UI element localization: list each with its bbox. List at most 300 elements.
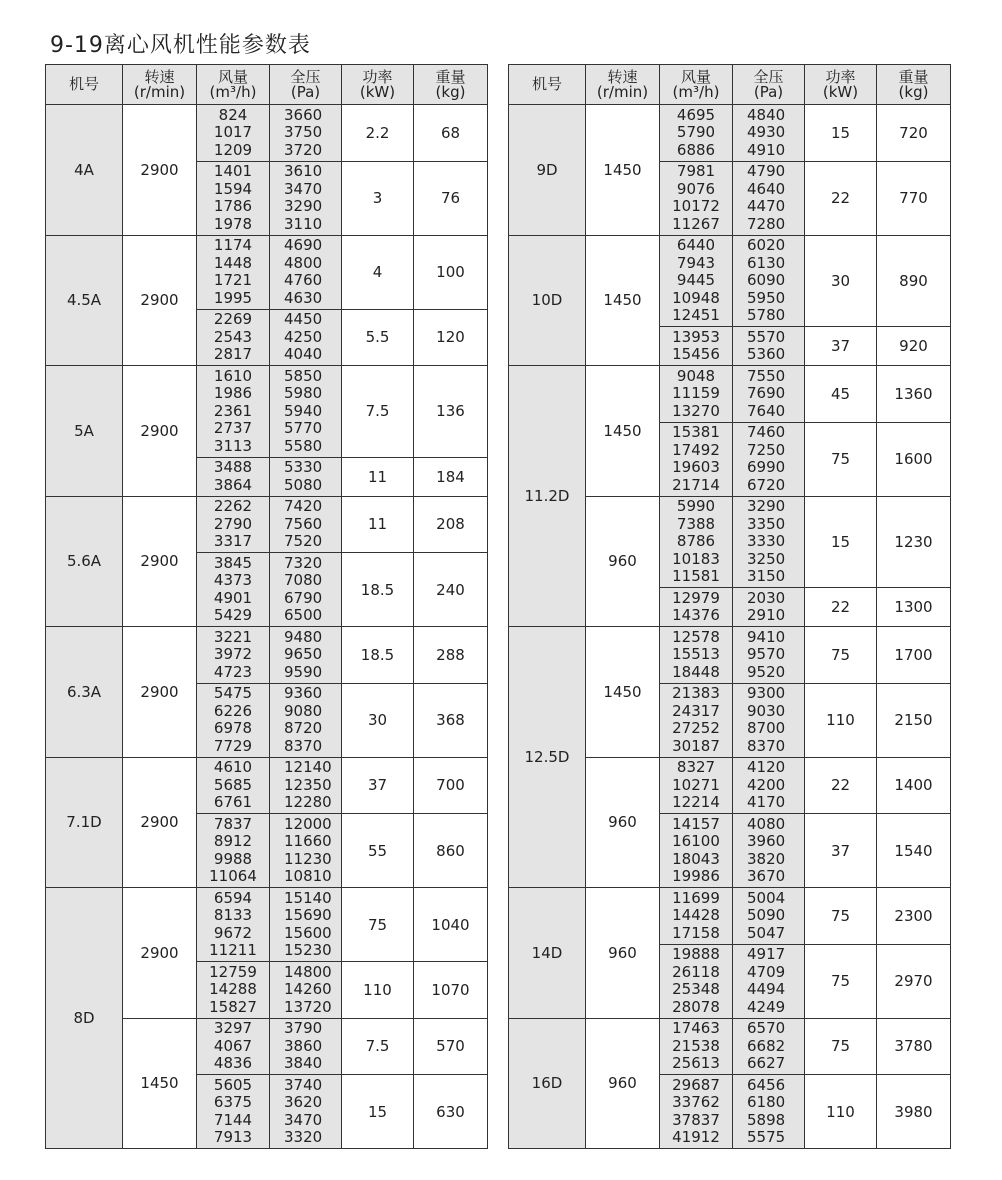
pressure-value: 4120 <box>747 758 786 776</box>
airflow-value: 13270 <box>672 401 720 420</box>
pressure-value: 15600 <box>284 923 332 942</box>
airflow-cell <box>197 496 270 553</box>
airflow-cell <box>660 327 733 366</box>
pressure-value: 7560 <box>284 514 323 533</box>
airflow-cell <box>197 309 270 366</box>
header-cell <box>586 65 660 105</box>
weight-cell: 890 <box>877 235 951 327</box>
pressure-cell <box>270 161 342 235</box>
pressure-value: 15690 <box>284 906 332 924</box>
airflow-value: 2737 <box>213 419 253 437</box>
airflow-value: 14428 <box>672 906 720 924</box>
table-row <box>509 888 951 945</box>
airflow-cell <box>660 888 733 945</box>
speed-cell: 2900 <box>123 627 197 758</box>
airflow-value: 4067 <box>213 1036 253 1055</box>
pressure-value: 7550 <box>747 366 786 385</box>
header-unit: (kW) <box>822 82 859 101</box>
pressure-value: 4249 <box>747 997 786 1016</box>
weight-cell: 76 <box>414 161 488 235</box>
speed-cell: 1450 <box>586 627 660 758</box>
speed-cell: 960 <box>586 496 660 627</box>
pressure-value: 5940 <box>284 401 323 420</box>
pressure-cell <box>733 161 805 235</box>
airflow-value: 18043 <box>672 849 720 868</box>
header-cell <box>877 65 951 105</box>
pressure-value: 3840 <box>284 1054 323 1072</box>
airflow-value: 3113 <box>213 436 253 455</box>
pressure-value: 3860 <box>284 1036 323 1055</box>
pressure-value: 3150 <box>747 567 786 585</box>
power-cell: 15 <box>342 1075 414 1149</box>
pressure-value: 7520 <box>284 532 323 550</box>
airflow-cell <box>660 944 733 1018</box>
power-cell: 18.5 <box>342 553 414 627</box>
table-row <box>46 888 488 962</box>
airflow-value: 12451 <box>672 306 720 324</box>
pressure-value: 7420 <box>284 497 323 515</box>
airflow-value: 14288 <box>209 980 257 998</box>
airflow-value: 4695 <box>676 105 716 124</box>
airflow-cell <box>660 496 733 588</box>
weight-cell: 3780 <box>877 1018 951 1075</box>
airflow-value: 6594 <box>213 888 253 907</box>
pressure-value: 3290 <box>284 197 323 215</box>
airflow-value: 11211 <box>209 941 257 959</box>
pressure-cell <box>733 588 805 627</box>
header-name: 机号 <box>531 75 562 93</box>
pressure-value: 8370 <box>284 736 323 755</box>
airflow-value: 3488 <box>213 458 253 476</box>
airflow-value: 7388 <box>676 514 716 533</box>
airflow-value: 4836 <box>213 1054 253 1072</box>
airflow-cell <box>197 161 270 235</box>
pressure-value: 3750 <box>284 123 323 141</box>
pressure-value: 3110 <box>284 214 323 233</box>
airflow-value: 13953 <box>672 327 720 346</box>
header-cell <box>733 65 805 105</box>
pressure-value: 3660 <box>284 105 323 124</box>
airflow-value: 7981 <box>676 162 716 180</box>
pressure-value: 6500 <box>284 606 323 624</box>
airflow-value: 5990 <box>676 497 716 515</box>
airflow-value: 6978 <box>213 719 253 737</box>
header-cell <box>123 65 197 105</box>
pressure-cell <box>733 944 805 1018</box>
pressure-value: 5580 <box>284 436 323 455</box>
airflow-cell <box>197 235 270 309</box>
airflow-value: 29687 <box>672 1075 720 1094</box>
power-cell: 75 <box>805 1018 877 1075</box>
pressure-value: 3250 <box>747 549 786 568</box>
power-cell: 37 <box>805 327 877 366</box>
airflow-value: 5429 <box>213 606 253 624</box>
airflow-value: 7144 <box>213 1110 253 1129</box>
pressure-value: 4930 <box>747 123 786 141</box>
airflow-cell <box>660 683 733 757</box>
power-cell: 110 <box>342 962 414 1019</box>
airflow-value: 8133 <box>213 906 253 924</box>
pressure-value: 4450 <box>284 310 323 328</box>
airflow-value: 9076 <box>676 179 716 198</box>
weight-cell: 3980 <box>877 1075 951 1149</box>
pressure-value: 7280 <box>747 214 786 233</box>
airflow-value: 14157 <box>672 814 720 833</box>
pressure-value: 4640 <box>747 179 786 198</box>
airflow-value: 3972 <box>213 645 253 663</box>
pressure-cell <box>270 1018 342 1075</box>
airflow-value: 4610 <box>213 758 253 776</box>
pressure-value: 5360 <box>747 345 786 363</box>
header-name: 风量 <box>680 67 711 86</box>
airflow-value: 1401 <box>213 162 253 180</box>
airflow-value: 15381 <box>672 423 720 441</box>
pressure-value: 5980 <box>284 384 323 402</box>
airflow-value: 1721 <box>213 271 253 289</box>
airflow-value: 1594 <box>213 179 253 198</box>
weight-cell: 2300 <box>877 888 951 945</box>
power-cell: 7.5 <box>342 1018 414 1075</box>
header-name: 全压 <box>290 67 321 86</box>
pressure-value: 5898 <box>747 1110 786 1129</box>
pressure-cell <box>270 457 342 496</box>
pressure-value: 8720 <box>284 719 323 737</box>
pressure-value: 9480 <box>284 627 323 646</box>
pressure-cell <box>270 105 342 162</box>
power-cell: 75 <box>805 627 877 684</box>
power-cell: 22 <box>805 161 877 235</box>
weight-cell: 860 <box>414 814 488 888</box>
airflow-cell <box>660 1075 733 1149</box>
airflow-cell <box>660 814 733 888</box>
airflow-cell <box>660 105 733 162</box>
pressure-value: 6180 <box>747 1093 786 1111</box>
weight-cell: 2150 <box>877 683 951 757</box>
pressure-value: 9590 <box>284 662 323 681</box>
airflow-value: 10948 <box>672 288 720 307</box>
power-cell: 7.5 <box>342 366 414 458</box>
airflow-value: 1448 <box>213 253 253 272</box>
weight-cell: 570 <box>414 1018 488 1075</box>
table-row <box>509 627 951 684</box>
power-cell: 11 <box>342 457 414 496</box>
pressure-value: 6090 <box>747 271 786 289</box>
airflow-value: 9048 <box>676 366 716 385</box>
airflow-cell <box>197 888 270 962</box>
power-cell: 30 <box>805 235 877 327</box>
airflow-value: 2790 <box>213 514 253 533</box>
pressure-value: 14800 <box>284 962 332 981</box>
pressure-value: 3470 <box>284 1110 323 1129</box>
weight-cell: 630 <box>414 1075 488 1149</box>
pressure-value: 9300 <box>747 684 786 702</box>
pressure-value: 4760 <box>284 271 323 289</box>
airflow-value: 2269 <box>213 310 253 328</box>
power-cell: 5.5 <box>342 309 414 366</box>
airflow-value: 19888 <box>672 945 720 963</box>
table-row <box>46 627 488 684</box>
table-row <box>46 235 488 309</box>
header-name: 转速 <box>607 67 638 86</box>
model-cell: 4.5A <box>46 235 123 366</box>
airflow-value: 15827 <box>209 997 257 1016</box>
pressure-value: 7460 <box>747 423 786 441</box>
speed-cell: 1450 <box>586 235 660 366</box>
airflow-value: 1978 <box>213 214 253 233</box>
pressure-value: 3670 <box>747 867 786 885</box>
model-cell: 6.3A <box>46 627 123 758</box>
model-cell: 7.1D <box>46 757 123 888</box>
airflow-value: 4901 <box>213 588 253 607</box>
pressure-value: 3320 <box>284 1128 323 1146</box>
airflow-value: 3221 <box>213 627 253 646</box>
pressure-value: 6570 <box>747 1019 786 1037</box>
header-cell <box>197 65 270 105</box>
pressure-value: 5004 <box>747 888 786 907</box>
airflow-value: 6440 <box>676 236 716 254</box>
airflow-value: 12979 <box>672 588 720 607</box>
speed-cell: 2900 <box>123 757 197 888</box>
power-cell: 37 <box>342 757 414 814</box>
weight-cell: 184 <box>414 457 488 496</box>
power-cell: 18.5 <box>342 627 414 684</box>
header-name: 机号 <box>68 75 99 93</box>
power-cell: 37 <box>805 814 877 888</box>
model-cell: 11.2D <box>509 366 586 627</box>
header-name: 重量 <box>898 67 929 86</box>
pressure-value: 12350 <box>284 775 332 794</box>
airflow-value: 3297 <box>213 1019 253 1037</box>
table-row <box>509 235 951 327</box>
weight-cell: 770 <box>877 161 951 235</box>
airflow-value: 8912 <box>213 832 253 850</box>
airflow-cell <box>197 457 270 496</box>
pressure-value: 3620 <box>284 1093 323 1111</box>
pressure-value: 3790 <box>284 1019 323 1037</box>
airflow-cell <box>660 366 733 423</box>
header-unit: (Pa) <box>290 82 321 101</box>
pressure-value: 4494 <box>747 980 786 998</box>
pressure-value: 6682 <box>747 1036 786 1055</box>
airflow-value: 19603 <box>672 458 720 476</box>
airflow-value: 14376 <box>672 606 720 624</box>
airflow-value: 3864 <box>213 475 253 494</box>
pressure-cell <box>270 553 342 627</box>
airflow-value: 1986 <box>213 384 253 402</box>
weight-cell: 1360 <box>877 366 951 423</box>
airflow-value: 2817 <box>213 345 253 363</box>
pressure-cell <box>270 366 342 458</box>
pressure-value: 9650 <box>284 645 323 663</box>
airflow-value: 30187 <box>672 736 720 755</box>
airflow-value: 17463 <box>672 1019 720 1037</box>
power-cell: 45 <box>805 366 877 423</box>
spec-table-left <box>45 64 488 1149</box>
weight-cell: 368 <box>414 683 488 757</box>
airflow-value: 3845 <box>213 553 253 572</box>
pressure-value: 9030 <box>747 701 786 720</box>
airflow-value: 1610 <box>213 366 253 385</box>
pressure-value: 9520 <box>747 662 786 681</box>
airflow-value: 15456 <box>672 345 720 363</box>
power-cell: 75 <box>805 422 877 496</box>
airflow-cell <box>660 1018 733 1075</box>
pressure-cell <box>270 235 342 309</box>
header-cell <box>660 65 733 105</box>
pressure-value: 6790 <box>284 588 323 607</box>
pressure-cell <box>270 962 342 1019</box>
pressure-value: 4200 <box>747 775 786 794</box>
model-cell: 8D <box>46 888 123 1149</box>
pressure-value: 5090 <box>747 906 786 924</box>
pressure-cell <box>270 757 342 814</box>
header-cell <box>342 65 414 105</box>
header-unit: (r/min) <box>133 82 186 101</box>
weight-cell: 1400 <box>877 757 951 814</box>
power-cell: 22 <box>805 588 877 627</box>
weight-cell: 1230 <box>877 496 951 588</box>
airflow-value: 3317 <box>213 532 253 550</box>
pressure-value: 3720 <box>284 140 323 159</box>
weight-cell: 2970 <box>877 944 951 1018</box>
weight-cell: 1040 <box>414 888 488 962</box>
pressure-value: 5770 <box>284 419 323 437</box>
weight-cell: 700 <box>414 757 488 814</box>
power-cell: 30 <box>342 683 414 757</box>
pressure-cell <box>733 422 805 496</box>
pressure-value: 9570 <box>747 645 786 663</box>
header-cell <box>414 65 488 105</box>
weight-cell: 136 <box>414 366 488 458</box>
pressure-value: 2910 <box>747 606 786 624</box>
pressure-value: 4917 <box>747 945 786 963</box>
header-cell <box>509 65 586 105</box>
airflow-value: 2543 <box>213 327 253 346</box>
weight-cell: 288 <box>414 627 488 684</box>
airflow-value: 24317 <box>672 701 720 720</box>
weight-cell: 100 <box>414 235 488 309</box>
airflow-cell <box>660 757 733 814</box>
airflow-value: 41912 <box>672 1128 720 1146</box>
pressure-cell <box>733 366 805 423</box>
pressure-value: 4800 <box>284 253 323 272</box>
pressure-value: 6456 <box>747 1075 786 1094</box>
model-cell: 5A <box>46 366 123 497</box>
header-name: 功率 <box>362 67 393 86</box>
power-cell: 75 <box>805 888 877 945</box>
page-title: 9-19离心风机性能参数表 <box>50 33 311 58</box>
pressure-value: 3740 <box>284 1075 323 1094</box>
airflow-value: 5475 <box>213 684 253 702</box>
airflow-value: 25613 <box>672 1054 720 1072</box>
pressure-cell <box>733 327 805 366</box>
header-name: 全压 <box>753 67 784 86</box>
airflow-cell <box>660 588 733 627</box>
pressure-value: 9410 <box>747 627 786 646</box>
header-name: 转速 <box>144 67 175 86</box>
pressure-cell <box>733 888 805 945</box>
airflow-value: 12578 <box>672 627 720 646</box>
pressure-cell <box>270 627 342 684</box>
pressure-value: 7320 <box>284 553 323 572</box>
airflow-cell <box>660 235 733 327</box>
airflow-cell <box>660 422 733 496</box>
airflow-value: 10172 <box>672 197 720 215</box>
airflow-cell <box>197 553 270 627</box>
airflow-value: 17492 <box>672 440 720 459</box>
weight-cell: 1700 <box>877 627 951 684</box>
pressure-cell <box>733 683 805 757</box>
pressure-cell <box>733 627 805 684</box>
pressure-value: 3960 <box>747 832 786 850</box>
speed-cell: 1450 <box>586 366 660 497</box>
pressure-value: 4470 <box>747 197 786 215</box>
airflow-value: 1174 <box>213 236 253 254</box>
speed-cell: 960 <box>586 888 660 1019</box>
power-cell: 75 <box>805 944 877 1018</box>
airflow-value: 6886 <box>676 140 716 159</box>
pressure-value: 5850 <box>284 366 323 385</box>
airflow-value: 18448 <box>672 662 720 681</box>
pressure-value: 11230 <box>284 849 332 868</box>
airflow-cell <box>197 962 270 1019</box>
airflow-value: 4373 <box>213 571 253 589</box>
header-row <box>509 65 951 105</box>
pressure-cell <box>733 235 805 327</box>
airflow-cell <box>197 683 270 757</box>
airflow-value: 25348 <box>672 980 720 998</box>
pressure-cell <box>733 1075 805 1149</box>
pressure-value: 4709 <box>747 962 786 981</box>
pressure-value: 3820 <box>747 849 786 868</box>
power-cell: 110 <box>805 1075 877 1149</box>
header-unit: (m³/h) <box>209 82 257 101</box>
pressure-value: 5047 <box>747 923 786 942</box>
table-row <box>509 366 951 423</box>
pressure-cell <box>270 888 342 962</box>
airflow-value: 26118 <box>672 962 720 981</box>
airflow-value: 824 <box>218 105 248 124</box>
power-cell: 110 <box>805 683 877 757</box>
airflow-value: 1209 <box>213 140 253 159</box>
pressure-value: 11660 <box>284 832 332 850</box>
pressure-value: 4250 <box>284 327 323 346</box>
pressure-value: 12140 <box>284 758 332 776</box>
pressure-cell <box>733 496 805 588</box>
pressure-value: 7250 <box>747 440 786 459</box>
airflow-value: 6226 <box>213 701 253 720</box>
airflow-value: 37837 <box>672 1110 720 1129</box>
pressure-value: 12280 <box>284 793 332 811</box>
power-cell: 15 <box>805 496 877 588</box>
header-name: 风量 <box>217 67 248 86</box>
model-cell: 10D <box>509 235 586 366</box>
pressure-value: 15140 <box>284 888 332 907</box>
pressure-value: 10810 <box>284 867 332 885</box>
pressure-value: 3610 <box>284 162 323 180</box>
weight-cell: 240 <box>414 553 488 627</box>
table-row <box>46 366 488 458</box>
weight-cell: 720 <box>877 105 951 162</box>
pressure-value: 5080 <box>284 475 323 494</box>
header-unit: (kg) <box>898 82 929 101</box>
pressure-value: 3290 <box>747 497 786 515</box>
pressure-value: 14260 <box>284 980 332 998</box>
speed-cell: 1450 <box>586 105 660 236</box>
pressure-value: 12000 <box>284 814 332 833</box>
power-cell: 11 <box>342 496 414 553</box>
weight-cell: 1300 <box>877 588 951 627</box>
